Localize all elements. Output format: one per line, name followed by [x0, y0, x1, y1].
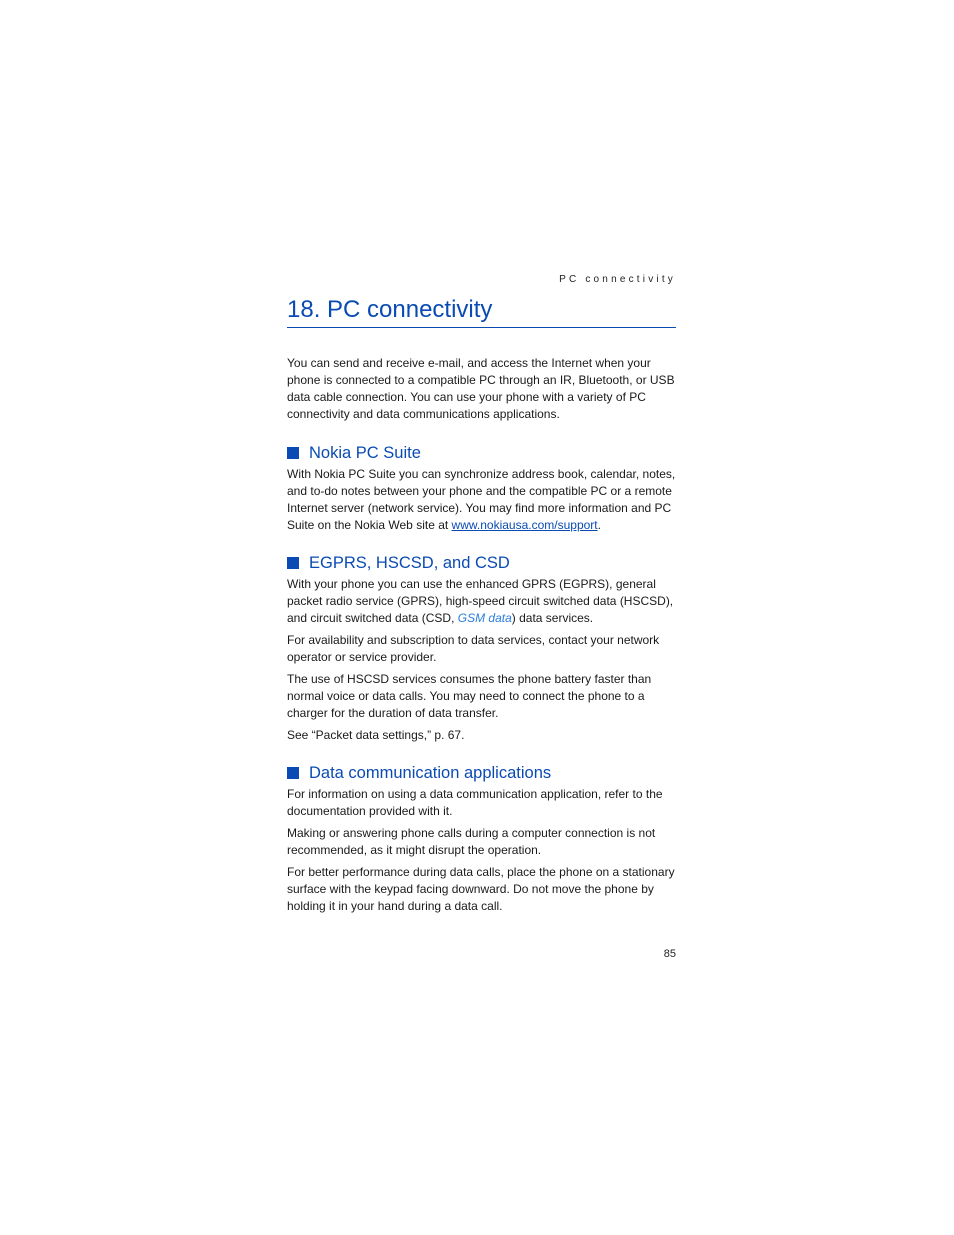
paragraph: For information on using a data communication application, refer to the documentation provided with it.: [287, 787, 663, 818]
section-heading: [287, 442, 676, 464]
text: .: [597, 518, 601, 532]
heading-text: Nokia PC Suite: [309, 444, 421, 462]
section-egprs: [287, 552, 676, 744]
paragraph: For availability and subscription to data services, contact your network operator or service provider.: [287, 633, 660, 664]
square-bullet-icon: [287, 767, 299, 779]
square-bullet-icon: [287, 557, 299, 569]
running-header: PC connectivity: [559, 274, 676, 285]
page-number: 85: [663, 948, 676, 960]
text: With your phone you can use the enhanced GPRS (EGPRS), general packet radio service (GPRS), high-speed circuit switched data (HSCSD), and circuit switched data (CSD,: [287, 577, 674, 625]
chapter-title: 18. PC connectivity: [287, 296, 676, 328]
heading-text: EGPRS, HSCSD, and CSD: [309, 554, 510, 572]
content: [287, 355, 676, 915]
section-heading: [287, 762, 676, 784]
section-data-communication: [287, 762, 676, 915]
intro-paragraph: You can send and receive e-mail, and access the Internet when your phone is connected to a compatible PC through an IR, Bluetooth, or USB data cable connection. You can use your phone with a variety of PC connectivity and data communications applications.: [287, 356, 675, 421]
paragraph: Making or answering phone calls during a computer connection is not recommended, as it might disrupt the operation.: [287, 826, 656, 857]
paragraph: See “Packet data settings,” p. 67.: [287, 728, 465, 742]
heading-text: Data communication applications: [309, 764, 552, 782]
paragraph: [287, 576, 676, 627]
square-bullet-icon: [287, 447, 299, 459]
paragraph: For better performance during data calls, place the phone on a stationary surface with the keypad facing downward. Do not move the phone by holding it in your hand during a data call.: [287, 865, 675, 913]
paragraph: The use of HSCSD services consumes the phone battery faster than normal voice or data calls. You may need to connect the phone to a charger for the duration of data transfer.: [287, 672, 652, 720]
text: With Nokia PC Suite you can synchronize address book, calendar, notes, and to-do notes between your phone and the compatible PC or a remote Internet server (network service). You may find more information and PC Suite on the Nokia Web site at: [287, 467, 676, 532]
paragraph: [287, 466, 676, 534]
section-nokia-pc-suite: [287, 442, 676, 534]
gsm-data-term[interactable]: GSM data: [457, 611, 512, 625]
nokia-support-link[interactable]: www.nokiausa.com/support: [451, 518, 598, 532]
section-heading: [287, 552, 676, 574]
text: ) data services.: [511, 611, 594, 625]
